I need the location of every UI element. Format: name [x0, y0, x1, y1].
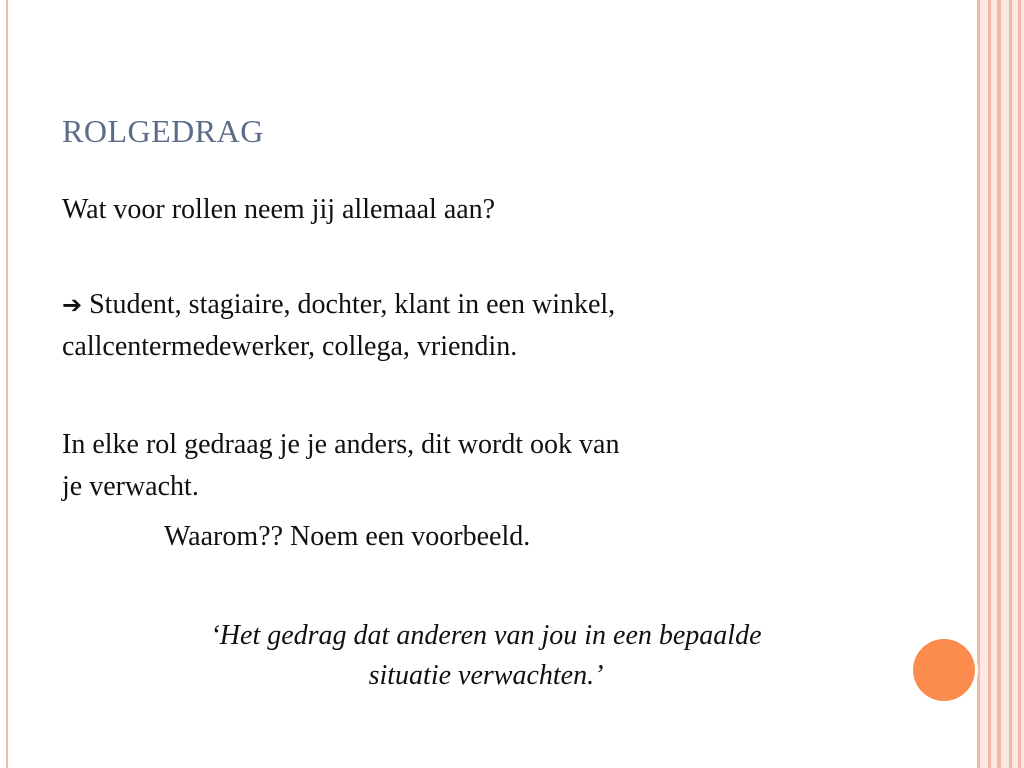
- right-stripe: [1018, 0, 1021, 768]
- right-stripe: [1009, 0, 1012, 768]
- quote-line-1: ‘Het gedrag dat anderen van jou in een bepaalde: [210, 620, 762, 651]
- orange-circle-decoration: [913, 639, 975, 701]
- right-stripe: [977, 0, 980, 768]
- behavior-paragraph: [62, 424, 619, 508]
- quote-line-2: situatie verwachten.’: [368, 660, 604, 691]
- arrow-right-icon: ➔: [62, 291, 83, 319]
- behavior-line-2: je verwacht.: [62, 471, 199, 502]
- right-stripe: [997, 0, 1001, 768]
- left-border-line: [6, 0, 8, 768]
- definition-quote: [62, 616, 910, 696]
- right-stripe: [988, 0, 991, 768]
- roles-line-1: Student, stagiaire, dochter, klant in een winkel,: [89, 289, 616, 320]
- behavior-line-1: In elke rol gedraag je je anders, dit wordt ook van: [62, 429, 620, 460]
- slide-title: ROLGEDRAG: [62, 113, 264, 149]
- question-text: Wat voor rollen neem jij allemaal aan?: [62, 194, 496, 225]
- roles-paragraph: [62, 284, 615, 368]
- why-question: Waarom?? Noem een voorbeeld.: [164, 521, 531, 552]
- roles-line-2: callcentermedewerker, collega, vriendin.: [62, 331, 518, 362]
